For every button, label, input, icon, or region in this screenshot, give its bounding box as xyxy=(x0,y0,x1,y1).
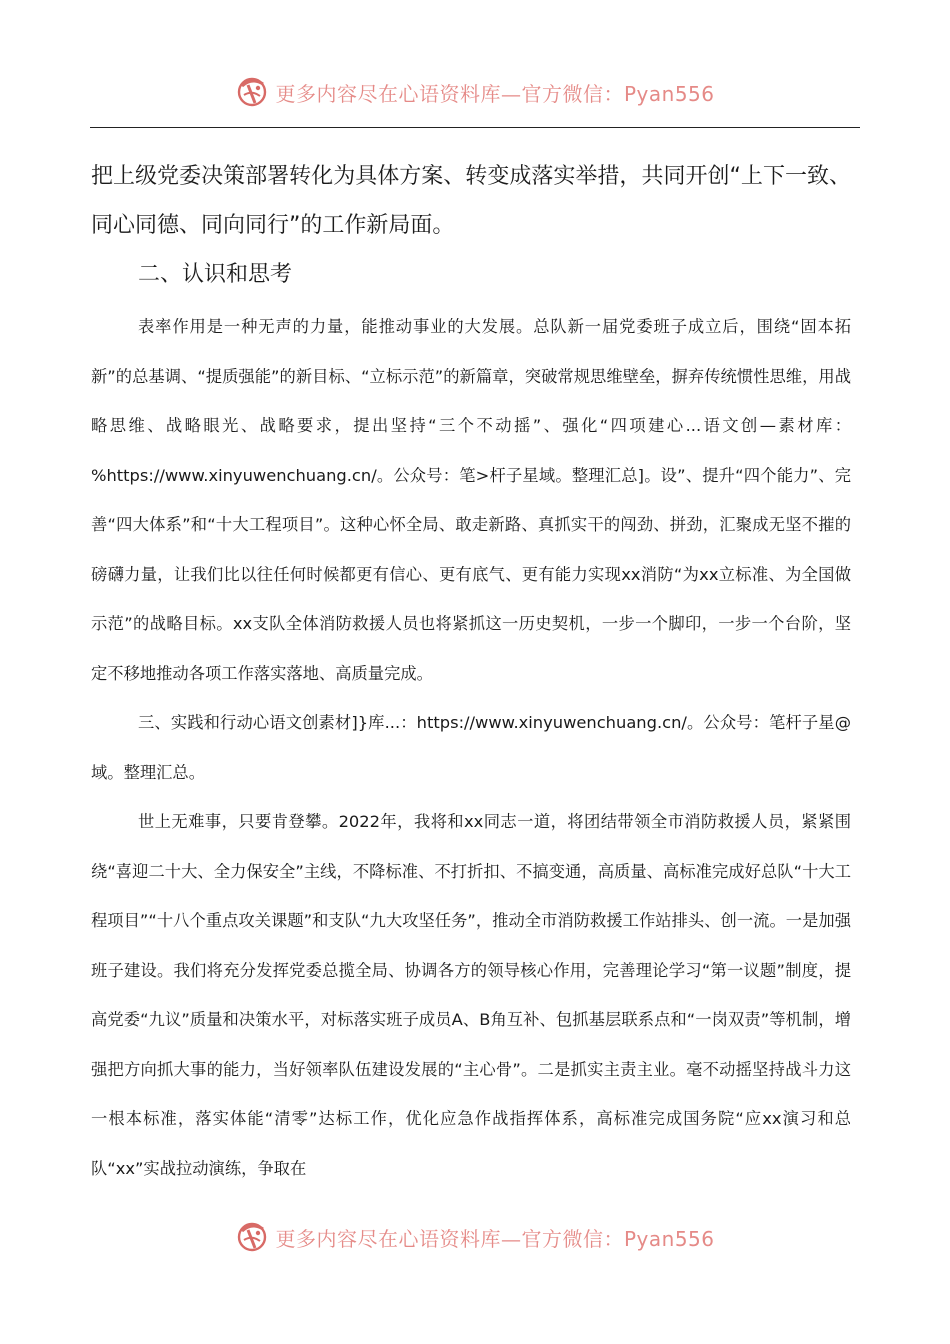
paragraph-1: 把上级党委决策部署转化为具体方案、转变成落实举措，共同开创“上下一致、同心同德、同向同行”的工作新局面。 xyxy=(91,164,851,238)
logo-icon xyxy=(235,75,269,109)
section-heading-2: 二、认识和思考 xyxy=(138,262,293,287)
watermark-id: Pyan556 xyxy=(623,1226,715,1251)
document-body xyxy=(91,152,851,1193)
footer-watermark xyxy=(0,1217,950,1257)
paragraph-2: 表率作用是一种无声的力量，能推动事业的大发展。总队新一届党委班子成立后，围绕“固本拓新”的总基调、“提质强能”的新目标、“立标示范”的新篇章，突破常规思维壁垒，摒弃传统惯性思维，用战略思维、战略眼光、战略要求，提出坚持“三个不动摇”、强化“四项建心...语文创—素材库：%https://www.xinyuwenchuang.cn/。公众号：笔>杆子星域。整理汇总]。设”、提升“四个能力”、完善“四大体系”和“十大工程项目”。这种心怀全局、敢走新路、真抓实干的闯劲、拼劲，汇聚成无坚不摧的磅礴力量，让我们比以往任何时候都更有信心、更有底气、更有能力实现xx消防“为xx立标准、为全国做示范”的战略目标。xx支队全体消防救援人员也将紧抓这一历史契机，一步一个脚印，一步一个台阶，坚定不移地推动各项工作落实落地、高质量完成。 xyxy=(91,317,851,683)
watermark-text xyxy=(275,78,714,107)
header-rule xyxy=(90,127,860,128)
watermark-cn: 更多内容尽在心语资料库—官方微信： xyxy=(275,81,624,106)
section-heading-3: 三、实践和行动心语文创素材]}库...：https://www.xinyuwenchuang.cn/。公众号：笔杆子星@域。整理汇总。 xyxy=(91,713,851,782)
paragraph-4: 世上无难事，只要肯登攀。2022年，我将和xx同志一道，将团结带领全市消防救援人员，紧紧围绕“喜迎二十大、全力保安全”主线，不降标准、不打折扣、不搞变通，高质量、高标准完成好总队“十大工程项目”“十八个重点攻关课题”和支队“九大攻坚任务”，推动全市消防救援工作站排头、创一流。一是加强班子建设。我们将充分发挥党委总揽全局、协调各方的领导核心作用，完善理论学习“第一议题”制度，提高党委“九议”质量和决策水平，对标落实班子成员A、B角互补、包抓基层联系点和“一岗双责”等机制，增强把方向抓大事的能力，当好领率队伍建设发展的“主心骨”。二是抓实主责主业。毫不动摇坚持战斗力这一根本标准，落实体能“清零”达标工作，优化应急作战指挥体系，高标准完成国务院“应xx演习和总队“xx”实战拉动演练，争取在 xyxy=(91,812,851,1178)
logo-icon xyxy=(235,1220,269,1254)
watermark-id: Pyan556 xyxy=(623,81,715,106)
header-watermark xyxy=(0,72,950,112)
watermark-text xyxy=(275,1223,714,1252)
watermark-cn: 更多内容尽在心语资料库—官方微信： xyxy=(275,1226,624,1251)
